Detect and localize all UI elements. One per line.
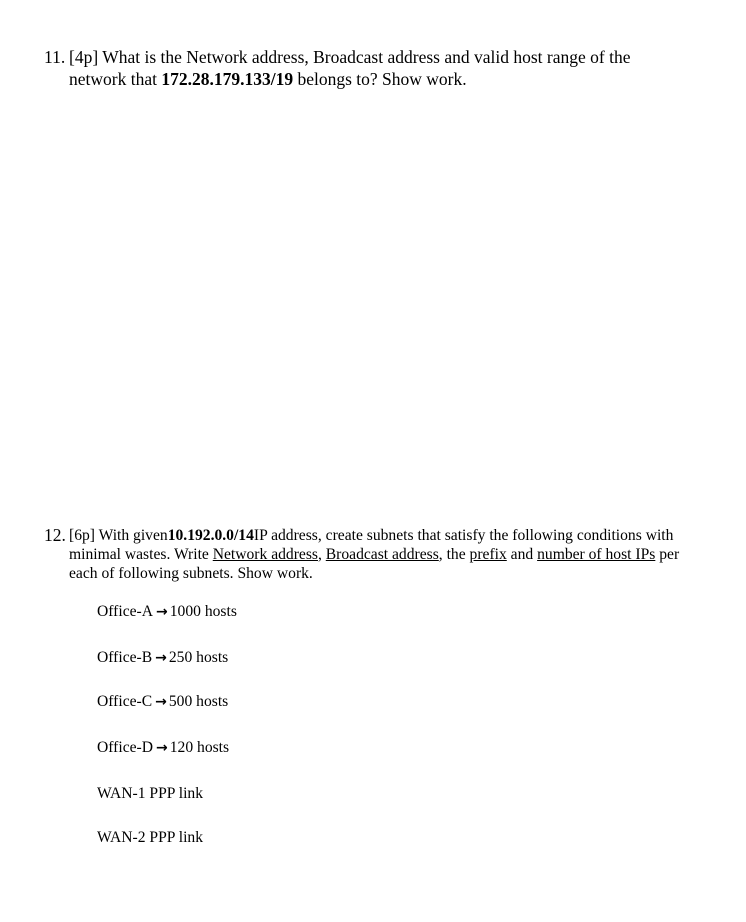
question-11-line-2	[44, 68, 704, 90]
arrow-right-icon: →	[156, 604, 168, 620]
question-12-ip: 10.192.0.0/14	[167, 527, 254, 544]
subnet-office-d	[97, 738, 229, 758]
subnet-hosts: 1000 hosts	[169, 603, 237, 620]
question-12-text-3: each of following subnets. Show work.	[69, 565, 313, 582]
question-12-line-1	[44, 526, 704, 545]
question-11-text-2b: belongs to? Show work.	[293, 69, 467, 89]
subnet-office-c	[97, 692, 228, 712]
question-11	[44, 46, 704, 90]
question-12-prefix: prefix	[469, 546, 507, 563]
question-12	[44, 526, 704, 583]
subnet-name: WAN-1 PPP link	[97, 785, 203, 802]
arrow-right-icon: →	[156, 740, 168, 756]
subnet-name: Office-D	[97, 739, 153, 756]
subnet-wan-2	[97, 828, 203, 847]
subnet-name: Office-B	[97, 649, 153, 666]
subnet-wan-1	[97, 784, 203, 803]
question-12-sep-3: and	[506, 546, 538, 563]
question-12-network-address: Network address	[212, 546, 318, 563]
question-12-line-2	[44, 545, 704, 564]
question-12-sep-1: ,	[317, 546, 326, 563]
subnet-name: WAN-2 PPP link	[97, 829, 203, 846]
question-12-broadcast-address: Broadcast address	[325, 546, 439, 563]
question-12-host-ips: number of host IPs	[537, 546, 656, 563]
question-11-number: 11.	[44, 47, 66, 67]
question-11-line-1	[44, 46, 704, 68]
question-12-text-2b: per	[655, 546, 680, 563]
arrow-right-icon: →	[155, 694, 167, 710]
question-12-sep-2: , the	[438, 546, 470, 563]
subnet-hosts: 120 hosts	[169, 739, 230, 756]
arrow-right-icon: →	[155, 650, 167, 666]
subnet-name: Office-C	[97, 693, 153, 710]
question-11-text-1: [4p] What is the Network address, Broadcast address and valid host range of the	[69, 47, 631, 67]
question-11-text-2a: network that	[69, 69, 162, 89]
subnet-office-b	[97, 648, 228, 668]
question-12-number: 12.	[44, 525, 66, 545]
question-12-text-2a: minimal wastes. Write	[69, 546, 213, 563]
subnet-hosts: 500 hosts	[168, 693, 229, 710]
question-12-text-1a: [6p] With given	[69, 527, 168, 544]
question-11-ip: 172.28.179.133/19	[161, 69, 294, 89]
question-12-line-3	[44, 564, 704, 583]
subnet-office-a	[97, 602, 237, 622]
subnet-hosts: 250 hosts	[168, 649, 229, 666]
subnet-name: Office-A	[97, 603, 153, 620]
question-12-text-1b: IP address, create subnets that satisfy the following conditions with	[253, 527, 674, 544]
